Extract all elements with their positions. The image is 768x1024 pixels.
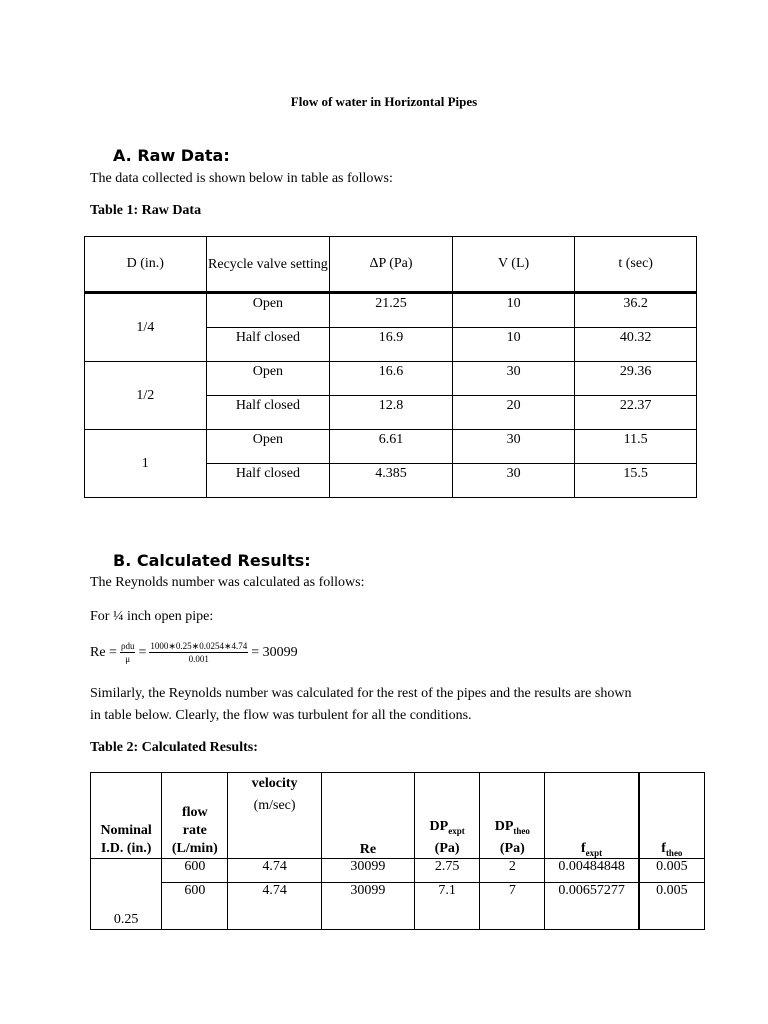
header-cell bbox=[162, 773, 228, 859]
table-header-row bbox=[85, 237, 697, 293]
header-cell: ΔP (Pa) bbox=[330, 237, 453, 293]
diameter-cell: 1 bbox=[85, 430, 207, 498]
id-value-cell: 0.25 bbox=[91, 859, 162, 930]
table-cell: 0.005 bbox=[639, 883, 705, 930]
table-cell: 600 bbox=[162, 883, 228, 930]
table-cell: 7 bbox=[480, 883, 545, 930]
table-cell: 30099 bbox=[321, 883, 414, 930]
header-text: (L/min) bbox=[171, 841, 218, 856]
table-cell: 36.2 bbox=[575, 293, 697, 328]
table-cell: 40.32 bbox=[575, 328, 697, 362]
table-cell: 21.25 bbox=[330, 293, 453, 328]
table-cell: 0.00484848 bbox=[545, 859, 639, 883]
section-b-intro: The Reynolds number was calculated as follows: bbox=[90, 575, 365, 590]
table-cell: 12.8 bbox=[330, 396, 453, 430]
reynolds-formula bbox=[90, 640, 298, 665]
table-cell: Open bbox=[206, 362, 330, 396]
header-text: (Pa) bbox=[434, 841, 460, 856]
table-cell: 15.5 bbox=[575, 464, 697, 498]
table-cell: 4.385 bbox=[330, 464, 453, 498]
header-cell: V (L) bbox=[452, 237, 575, 293]
table-row bbox=[85, 430, 697, 464]
header-subscript: expt bbox=[585, 848, 603, 858]
header-text: Re bbox=[359, 842, 377, 857]
table-cell: 600 bbox=[162, 859, 228, 883]
table-cell: 6.61 bbox=[330, 430, 453, 464]
diameter-cell: 1/4 bbox=[85, 293, 207, 362]
table-cell: 22.37 bbox=[575, 396, 697, 430]
formula-denominator: μ bbox=[125, 654, 131, 664]
header-cell bbox=[321, 773, 414, 859]
header-text: flow bbox=[181, 805, 208, 820]
header-cell: D (in.) bbox=[85, 237, 207, 293]
table-cell: Half closed bbox=[206, 328, 330, 362]
table-cell: Open bbox=[206, 293, 330, 328]
table-cell: 2.75 bbox=[415, 859, 480, 883]
paragraph-line: in table below. Clearly, the flow was turbulent for all the conditions. bbox=[90, 708, 472, 723]
header-cell bbox=[91, 773, 162, 859]
header-subscript: theo bbox=[513, 826, 530, 836]
formula-numerator: ρdu bbox=[120, 641, 135, 651]
header-text: rate bbox=[182, 823, 207, 838]
header-text: Nominal bbox=[100, 823, 152, 838]
header-cell: t (sec) bbox=[575, 237, 697, 293]
example-label: For ¼ inch open pipe: bbox=[90, 609, 214, 624]
header-subscript: theo bbox=[665, 848, 683, 858]
table-cell: 30 bbox=[452, 362, 575, 396]
header-text: (Pa) bbox=[499, 841, 525, 856]
header-cell bbox=[480, 773, 545, 859]
header-text: velocity bbox=[251, 776, 298, 791]
raw-data-table bbox=[84, 236, 697, 498]
table-cell: 7.1 bbox=[415, 883, 480, 930]
table-cell: 0.00657277 bbox=[545, 883, 639, 930]
formula-equals: = bbox=[138, 644, 147, 660]
section-a-heading: A. Raw Data: bbox=[113, 146, 230, 165]
header-text: f bbox=[580, 841, 586, 857]
formula-fraction-symbolic bbox=[120, 640, 136, 665]
table-cell: 16.6 bbox=[330, 362, 453, 396]
table-row bbox=[91, 859, 705, 883]
table-cell: 4.74 bbox=[228, 883, 321, 930]
table-cell: 30 bbox=[452, 430, 575, 464]
table-row bbox=[85, 293, 697, 328]
table-cell: Open bbox=[206, 430, 330, 464]
table-row bbox=[85, 362, 697, 396]
formula-lhs: Re = bbox=[90, 644, 117, 660]
header-text: f bbox=[661, 841, 666, 857]
header-cell bbox=[228, 773, 321, 859]
paragraph-line: Similarly, the Reynolds number was calculated for the rest of the pipes and the results are shown bbox=[90, 686, 632, 701]
table-cell: 30099 bbox=[321, 859, 414, 883]
table-cell: 0.005 bbox=[639, 859, 705, 883]
header-cell bbox=[545, 773, 639, 859]
formula-denominator: 0.001 bbox=[188, 654, 209, 664]
table-cell: Half closed bbox=[206, 396, 330, 430]
header-cell bbox=[639, 773, 705, 859]
table-cell: 30 bbox=[452, 464, 575, 498]
formula-numerator: 1000∗0.25∗0.0254∗4.74 bbox=[150, 641, 248, 651]
header-cell: Recycle valve setting bbox=[206, 237, 330, 293]
section-b-heading: B. Calculated Results: bbox=[113, 551, 311, 570]
table1-caption: Table 1: Raw Data bbox=[90, 203, 202, 218]
section-a-text: The data collected is shown below in table as follows: bbox=[90, 171, 393, 186]
header-subscript: expt bbox=[448, 826, 465, 836]
formula-result: = 30099 bbox=[251, 644, 298, 660]
table2-caption: Table 2: Calculated Results: bbox=[90, 740, 258, 755]
calculated-results-table bbox=[90, 772, 705, 930]
table-header-row bbox=[91, 773, 705, 859]
page-title: Flow of water in Horizontal Pipes bbox=[290, 94, 478, 109]
table-cell: 20 bbox=[452, 396, 575, 430]
table-cell: Half closed bbox=[206, 464, 330, 498]
header-cell bbox=[415, 773, 480, 859]
table-cell: 2 bbox=[480, 859, 545, 883]
table-cell: 16.9 bbox=[330, 328, 453, 362]
table-cell: 4.74 bbox=[228, 859, 321, 883]
table-cell: 10 bbox=[452, 293, 575, 328]
diameter-cell: 1/2 bbox=[85, 362, 207, 430]
header-text: DP bbox=[494, 819, 514, 835]
table-cell: 10 bbox=[452, 328, 575, 362]
table-cell: 11.5 bbox=[575, 430, 697, 464]
table-row bbox=[91, 883, 705, 930]
header-text: DP bbox=[429, 819, 449, 835]
header-text: (m/sec) bbox=[253, 798, 296, 813]
formula-fraction-numeric bbox=[149, 640, 248, 665]
table-cell: 29.36 bbox=[575, 362, 697, 396]
header-text: I.D. (in.) bbox=[100, 841, 152, 856]
